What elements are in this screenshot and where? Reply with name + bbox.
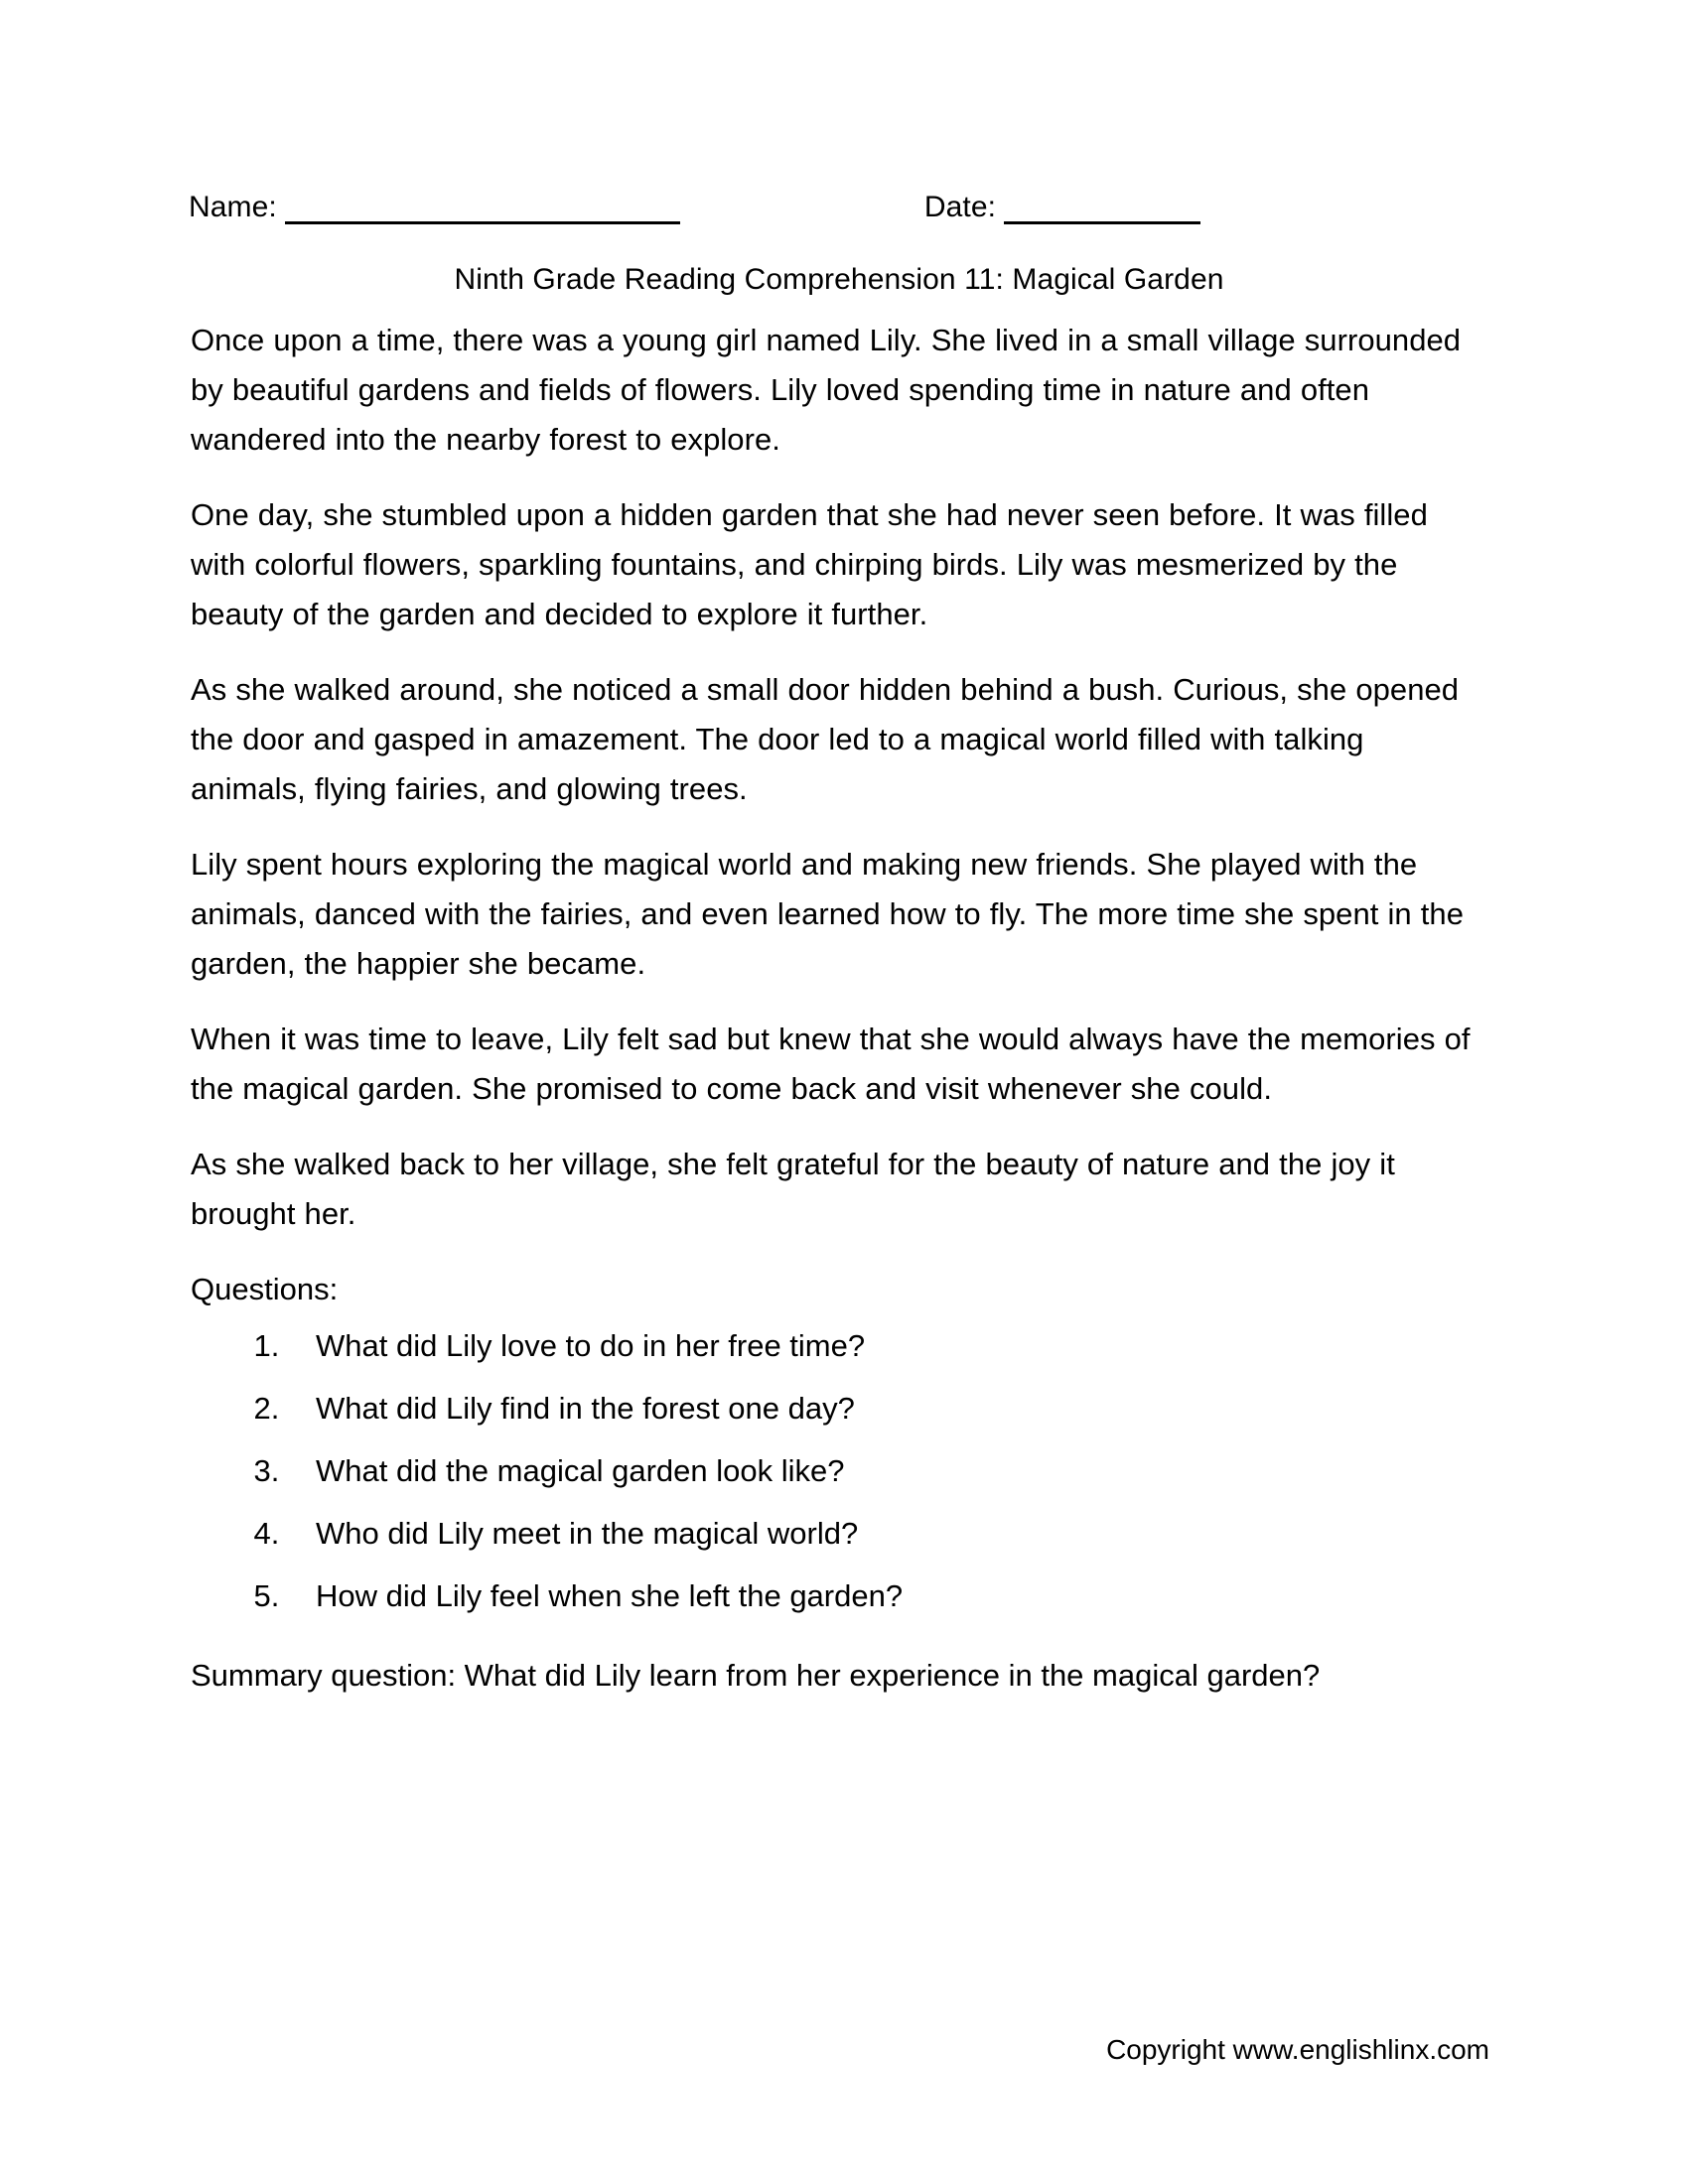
passage-paragraph-1: Once upon a time, there was a young girl named Lily. She lived in a small village surrounded by beautiful gardens and fields of flowers. Lily loved spending time in nature and often wandered into the nearby forest to explore. (191, 323, 1462, 457)
worksheet-body (191, 316, 1481, 1700)
date-label: Date: (923, 191, 997, 223)
header-fields (189, 191, 1489, 224)
passage-paragraph-2: One day, she stumbled upon a hidden garden that she had never seen before. It was filled with colorful flowers, sparkling fountains, and chirping birds. Lily was mesmerized by the beauty of the garden and decided to explore it further. (191, 497, 1428, 631)
name-input-line[interactable] (285, 196, 680, 224)
page-title: Ninth Grade Reading Comprehension 11: Magical Garden (454, 263, 1224, 296)
name-label: Name: (189, 191, 277, 223)
passage-paragraph-4: Lily spent hours exploring the magical world and making new friends. She played with the animals, danced with the fairies, and even learned how to fly. The more time she spent in the garden, the happier she became. (191, 847, 1465, 981)
list-item (288, 1385, 1481, 1433)
summary-question: Summary question: What did Lily learn from her experience in the magical garden? (191, 1658, 1321, 1693)
questions-heading: Questions: (191, 1272, 339, 1306)
copyright-footer: Copyright www.englishlinx.com (1106, 2034, 1489, 2065)
list-item (288, 1322, 1481, 1370)
list-item (288, 1447, 1481, 1495)
question-text: What did Lily find in the forest one day? (316, 1391, 855, 1426)
question-text: What did the magical garden look like? (316, 1453, 845, 1488)
list-item (288, 1572, 1481, 1620)
passage-paragraph-6: As she walked back to her village, she felt grateful for the beauty of nature and the joy it brought her. (191, 1147, 1395, 1231)
question-text: Who did Lily meet in the magical world? (316, 1516, 859, 1551)
passage-paragraph-3: As she walked around, she noticed a small door hidden behind a bush. Curious, she opened the door and gasped in amazement. The door led to a magical world filled with talking animals, flying fairies, and glowing trees. (191, 672, 1460, 806)
question-text: How did Lily feel when she left the garden? (316, 1578, 904, 1613)
date-input-line[interactable] (1004, 196, 1200, 224)
name-field-group (189, 191, 680, 224)
question-text: What did Lily love to do in her free time? (316, 1328, 866, 1363)
questions-list (191, 1322, 1481, 1620)
date-field-group (924, 191, 1200, 224)
list-item (288, 1510, 1481, 1558)
passage-paragraph-5: When it was time to leave, Lily felt sad but knew that she would always have the memories of the magical garden. She promised to come back and visit whenever she could. (191, 1022, 1471, 1106)
